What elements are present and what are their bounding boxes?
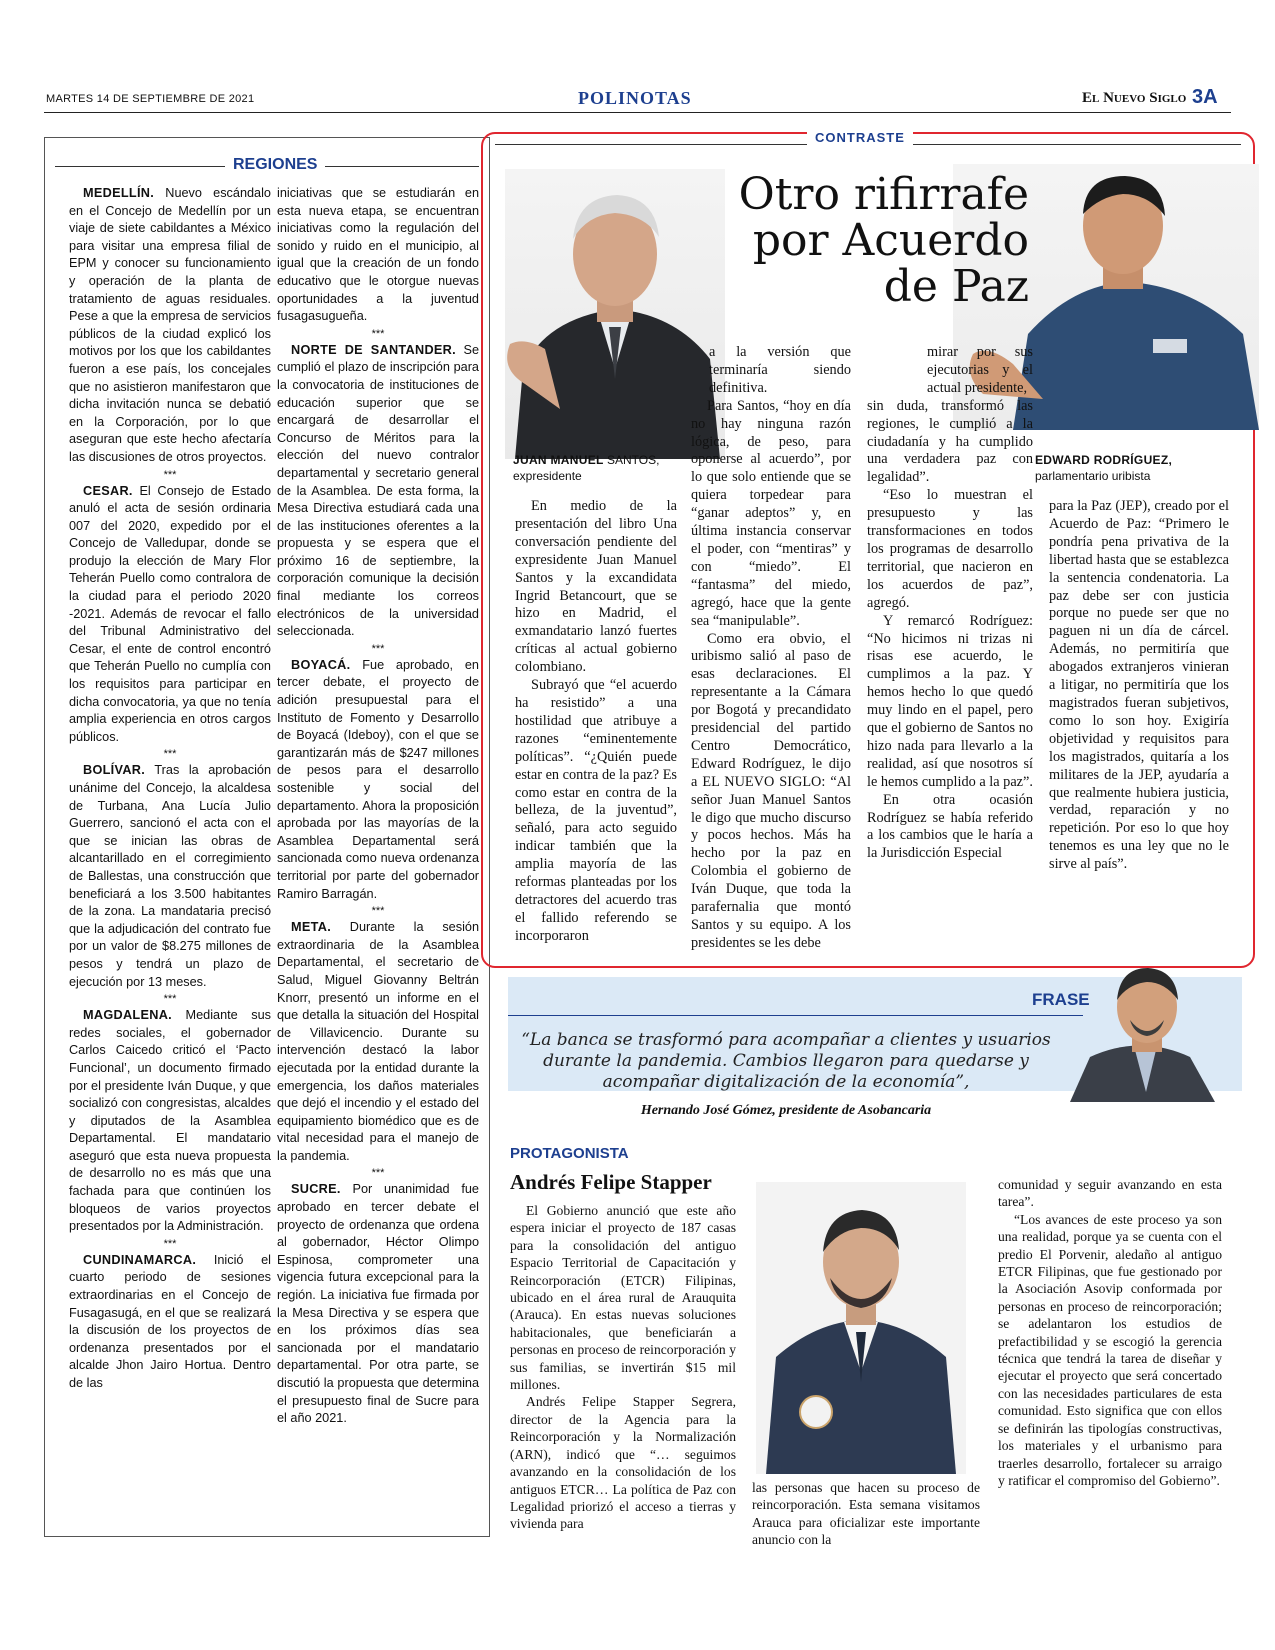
regiones-col-2 — [277, 185, 479, 1428]
protagonista-column-3: comunidad y seguir avanzando en esta tarea”. “Los avances de este proceso ya son una realidad, porque ya se cuenta con el predio El Porvenir, aledaño al antiguo ETCR Filipinas, que fue gestionado por la Asociación Asovip conformada por personas en proceso de reincorporación; se adelantaron los estudios de prefactibilidad y se escogió la gerencia técnica que tendrá la tarea de diseñar y ejecutar el proyecto que será concertado con las necesidades particulares de esta comunidad. Esto significa que con ellos se definirán las tipologías constructivas, los materiales y el urbanismo para traerles desarrollo, fortalecer su arraigo y ratificar el compromiso del Gobierno”. — [998, 1177, 1222, 1488]
page-number: 3A — [1192, 86, 1218, 108]
separator-stars: *** — [371, 642, 385, 655]
protagonista-label: PROTAGONISTA — [510, 1145, 629, 1162]
article-column-3: mirar por sus ejecutorias y el actual presidente, sin duda, transformó las regiones, le cumplió a la ciudadanía y ha cumplido una verdadera paz con legalidad”. “Eso lo muestran el presupuesto y las transformaciones en todos los programas de desarrollo territorial, que nacieron en los acuerdos de paz”, agregó. Y remarcó Rodríguez: “No hicimos ni trizas ni risas ese acuerdo, le cumplimos a la paz. Y hemos hecho lo que quedó muy lindo en el papel, pero que el gobierno de Santos no hizo nada para llevarlo a la realidad, así que nosotros sí le hemos cumplido a la paz”. En otra ocasión Rodríguez se había referido a los cambios que le haría a la Jurisdicción Especial — [867, 344, 1033, 862]
gomez-photo — [1050, 962, 1250, 1102]
frase-label: FRASE — [1032, 990, 1090, 1009]
separator-stars: *** — [163, 993, 177, 1006]
regiones-header — [55, 156, 479, 176]
contraste-article — [481, 132, 1255, 968]
gomez-portrait-image — [1050, 962, 1250, 1102]
region-item-cesar: CESAR. El Consejo de Estado anuló el acta de sesión ordinaria 007 del 2020, expedido por el Concejo de Valledupar, donde se produjo la elección de Mary Flor Teherán Puello como contralora de la ciudad para el periodo 2020 -2021. Además de revocar el fallo del Tribunal Administrativo del Cesar, el ente de control encontró que Teherán Puello no cumplía con los requisitos para participar en dicha convocatoria, ya que no tenía amplia experiencia en otros cargos públicos. — [69, 483, 271, 744]
region-item-magdalena: MAGDALENA. Mediante sus redes sociales, el gobernador Carlos Caicedo criticó el ‘Pacto Funcional’, un documento firmado por el presidente Iván Duque, y que socializó con congresistas, alcaldes y diputados de la Asamblea Departamental. El mandatario aseguró que esta nueva propuesta de desarrollo no es más que una fachada para que continúen los bloqueos de varios proyectos presentados por la Administración. — [69, 1008, 271, 1234]
stapper-portrait-image — [756, 1182, 966, 1474]
region-item-boyaca: BOYACÁ. Fue aprobado, en tercer debate, el proyecto de adición presupuestal para el Instituto de Fomento y Desarrollo de Boyacá (Ideboy), con el que se garantizarán más de $247 millones de pesos para el desarrollo sostenible y social del departamento. Ahora la proposición aprobada por las mayorías de la Asamblea Departamental será sancionada como nueva ordenanza territorial por parte del gobernador Ramiro Barragán. — [277, 657, 479, 901]
protagonista-column-1: El Gobierno anunció que este año espera iniciar el proyecto de 187 casas para la consolidación del antiguo Espacio Territorial de Capacitación y Reincorporación (ETCR) Filipinas, ubicado en el área rural de Arauquita (Arauca). En estas nuevas soluciones habitacionales, que beneficiarán a personas en proceso de reincorporación y sus familias, se invertirán $15 mil millones. Andrés Felipe Stapper Segrera, director de la Agencia para la Reincorporación y la Normalización (ARN), indicó que “… seguimos avanzando en la consolidación de los antiguos ETCR… La política de Paz con Legalidad priorizó el acceso a tierras y vivienda para — [510, 1203, 736, 1532]
region-item-meta: META. Durante la sesión extraordinaria de la Asamblea Departamental, el secretario de Salud, Miguel Giovanny Beltrán Knorr, presentó un informe en el que detalla la situación del Hospital de Villavicencio. Durante su intervención destacó la labor ejecutada por la entidad durante la emergencia, los daños materiales que dejó el incendio y el estado del equipamiento biomédico que es de vital necesidad para el manejo de la pandemia. — [277, 920, 479, 1163]
frase-quote: “La banca se trasformó para acompañar a clientes y usuarios durante la pandemia. Cambios llegaron para quedarse y acompañar digitalización de la economía”, — [521, 1030, 1051, 1092]
region-item-bolivar: BOLÍVAR. Tras la aprobación unánime del Concejo, la alcaldesa de Turbana, Ana Lucía Julio Guerrero, sancionó el acta con el que se inician las obras de alcantarillado en el corregimiento de Ballestas, una construcción que beneficiará a los 3.500 habitantes de la zona. La mandataria precisó que la adjudicación del contrato fue por un valor de $8.275 millones de pesos y tendrá un plazo de ejecución por 13 meses. — [69, 763, 271, 989]
separator-stars: *** — [163, 468, 177, 481]
article-column-2: a la versión que terminaría siendo definitiva. Para Santos, “hoy en día no hay ninguna razón lógica, de peso, para oponerse al acuerdo”, por lo que solo entiende que se quiera torpedear para “ganar adeptos” y, en última instancia conservar el poder, con “mentiras” y con “miedo”. El “fantasma” del miedo, agregó, hace que la gente sea “manipulable”. Como era obvio, el uribismo salió al paso de esas declaraciones. El representante a la Cámara por Bogotá y precandidato presidencial del partido Centro Democrático, Edward Rodríguez, le dijo a EL NUEVO SIGLO: “Al señor Juan Manuel Santos le digo que mucho discurso y pocos hechos. Más ha hecho por la paz en Colombia el gobierno de Iván Duque, que toda la parafernalia que montó Santos y su equipo. A los presidentes se les debe — [691, 344, 851, 951]
newspaper-name: El Nuevo Siglo — [1082, 90, 1187, 106]
article-column-4: para la Paz (JEP), creado por el Acuerdo de Paz: “Primero le pondría pena privativa de la libertad hasta que se establezca la sentencia condenatoria. La paz debe ser con justicia porque no puede ser que no paguen ni un día de cárcel. Además, no permitiría que abogados extranjeros vinieran a litigar, no permitiría que los magistrados fueran subjetivos, como lo son hoy. Exigiría objetividad y requisitos para los magistrados, quitaría a los militares de la JEP, ayudaría a que realmente hubiera justicia, verdad, reparación y no repetición. Por eso lo que hoy tenemos es una ley que no le sirve al país”. — [1049, 498, 1229, 873]
regiones-col-1 — [69, 185, 271, 1393]
regiones-column — [44, 137, 490, 1537]
protagonista-column-2: las personas que hacen su proceso de reincorporación. Esta semana visitamos Arauca para oficializar este importante anuncio con la — [752, 1480, 980, 1548]
article-column-1: En medio de la presentación del libro Una conversación pendiente del expresidente Juan Manuel Santos y la excandidata Ingrid Betancourt, que se hizo en Madrid, el exmandatario lanzó fuertes críticas al actual gobierno colombiano. Subrayó que “el acuerdo ha resistido” a una hostilidad que atribuye a razones “eminentemente políticas”. “¿Quién puede estar en contra de la paz? Es como estar en contra de la belleza, de la juventud”, señaló, para acto seguido indicar también que la amplia mayoría de las reformas planteadas por los detractores del acuerdo tras el fallido referendo se incorporaron — [515, 498, 677, 944]
region-item-cundinamarca: CUNDINAMARCA. Inició el cuarto periodo de sesiones extraordinarias en el Concejo de Fusagasugá, en el que se realizará la discusión de los proyectos de ordenanza presentados por el alcalde Jhon Jairo Hortua. Dentro de las — [69, 1252, 271, 1390]
article-headline: Otro rifirrafe por Acuerdo de Paz — [738, 169, 1029, 312]
issue-date: MARTES 14 DE SEPTIEMBRE DE 2021 — [46, 93, 255, 105]
regiones-title: REGIONES — [225, 156, 325, 174]
region-item-medellin: MEDELLÍN. Nuevo escándalo en el Concejo de Medellín por un viaje de siete cabildantes a México para visitar una empresa filial de EPM y conocer su funcionamiento y operación de la planta de tratamiento de aguas residuales. Pese a que la empresa de servicios públicos de la ciudad explicó los motivos por los que los cabildantes fueron a ese país, los concejales que no asistieron manifestaron que dicha invitación nunca se debatió en la Corporación, por lo que aseguran que este hecho afectaría las discusiones de otros proyectos. — [69, 186, 271, 464]
region-item-cundinamarca-cont: iniciativas que se estudiarán en esta nueva etapa, se encuentran iniciativas como la regulación del sonido y ruido en el municipio, al igual que la creación de un fondo educativo que le otorgue nuevas oportunidades a la juventud fusagasugueña. — [277, 186, 479, 324]
frase-author: Hernando José Gómez, presidente de Asobancaria — [640, 1103, 932, 1118]
protagonista-name: Andrés Felipe Stapper — [510, 1170, 712, 1194]
region-item-sucre: SUCRE. Por unanimidad fue aprobado en tercer debate el proyecto de ordenanza que ordena al gobernador, Héctor Olimpo Espinosa, comprometer una vigencia futura excepcional para la región. La iniciativa fue firmada por la Mesa Directiva y se espera que en los próximos días sea sancionada por el mandatario departamental. Por otra parte, se discutió la propuesta que determina el presupuesto final de Sucre para el año 2021. — [277, 1182, 479, 1426]
section-title: POLINOTAS — [578, 88, 692, 108]
contraste-label: CONTRASTE — [807, 130, 913, 145]
santos-caption: JUAN MANUEL SANTOS, expresidente — [513, 453, 660, 483]
separator-stars: *** — [371, 1167, 385, 1180]
separator-stars: *** — [371, 905, 385, 918]
separator-stars: *** — [163, 1237, 177, 1250]
region-item-norte-santander: NORTE DE SANTANDER. Se cumplió el plazo de inscripción para la convocatoria de instituciones de educación superior que se encargará de desarrollar el Concurso de Méritos para la elección del nuevo contralor departamental y secretario general de la Asamblea. De esta forma, la Mesa Directiva estudiará cada una de las instituciones oferentes a la propuesta y se espera que el próximo 16 de septiembre, la corporación comunique la decisión final mediante los correos electrónicos de la universidad seleccionada. — [277, 342, 480, 639]
frase-divider — [508, 1015, 1083, 1016]
separator-stars: *** — [163, 748, 177, 761]
header-divider — [44, 112, 1231, 113]
stapper-photo — [756, 1182, 966, 1474]
edward-caption: EDWARD RODRÍGUEZ, parlamentario uribista — [1035, 453, 1173, 483]
separator-stars: *** — [371, 327, 385, 340]
